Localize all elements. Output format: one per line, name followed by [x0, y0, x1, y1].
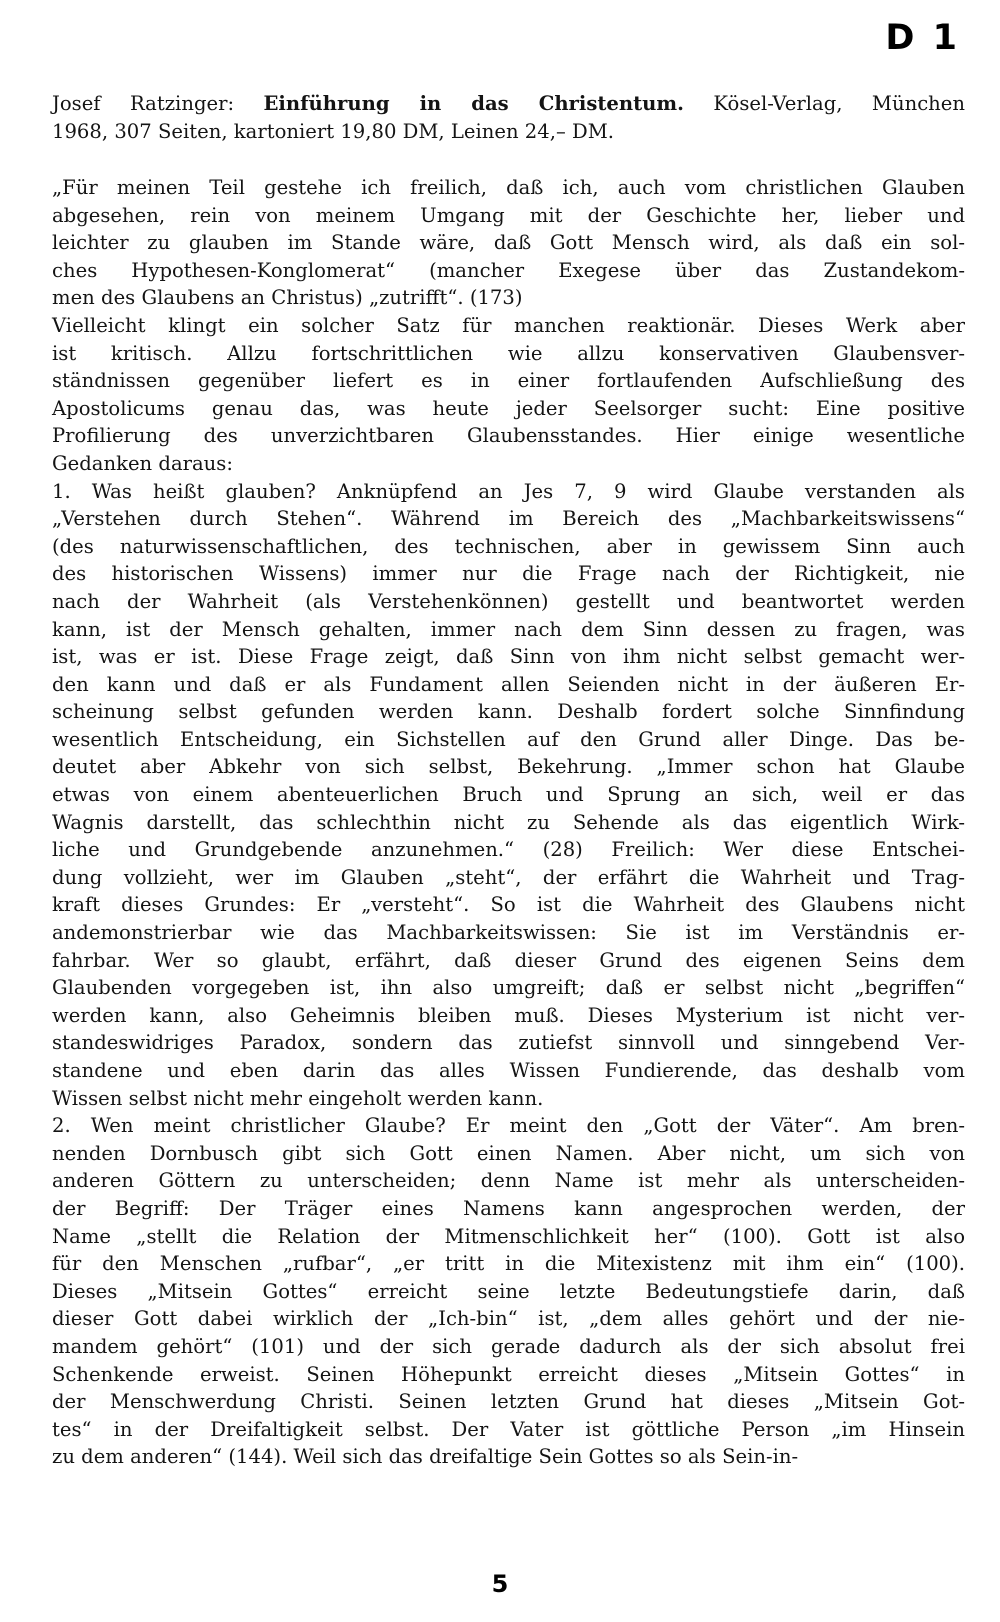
page-code: D 1 [885, 18, 960, 58]
text-line: ches Hypothesen-Konglomerat“ (mancher Exegese über das Zustandekom- [52, 258, 965, 282]
text-line: dung vollzieht, wer im Glauben „steht“, der erfährt die Wahrheit und Trag- [52, 865, 965, 889]
text-line: liche und Grundgebende anzunehmen.“ (28) Freilich: Wer diese Entschei- [52, 838, 965, 862]
text-line: fahrbar. Wer so glaubt, erfährt, daß dieser Grund des eigenen Seins dem [52, 948, 965, 972]
text-line: standene und eben darin das alles Wissen Fundierende, das deshalb vom [52, 1059, 965, 1082]
text-line: deutet aber Abkehr von sich selbst, Bekehrung. „Immer schon hat Glaube [52, 755, 965, 779]
book-publisher: Kösel-Verlag, München [683, 92, 965, 115]
text-line: werden kann, also Geheimnis bleiben muß. Dieses Mysterium ist nicht ver- [52, 1003, 965, 1027]
text-line: wesentlich Entscheidung, ein Sichstellen auf den Grund aller Dinge. Das be- [52, 727, 965, 751]
book-title: Einführung in das Christentum. [263, 92, 684, 115]
page-number: 5 [491, 1570, 509, 1598]
text-line: nach der Wahrheit (als Verstehenkönnen) gestellt und beantwortet werden [52, 589, 965, 613]
text-line: der Begriff: Der Träger eines Namens kann angesprochen werden, der [52, 1196, 965, 1220]
text-line: ist, was er ist. Diese Frage zeigt, daß Sinn von ihm nicht selbst gemacht wer- [52, 645, 965, 669]
bibliography-line [52, 90, 965, 118]
text-line: standeswidriges Paradox, sondern das zutiefst sinnvoll und sinngebend Ver- [52, 1031, 965, 1055]
text-line: „Verstehen durch Stehen“. Während im Bereich des „Machbarkeitswissens“ [52, 507, 965, 531]
text-line: Gedanken daraus: [52, 451, 233, 475]
text-line: mandem gehört“ (101) und der sich gerade dadurch als der sich absolut frei [52, 1334, 965, 1358]
text-line: des historischen Wissens) immer nur die Frage nach der Richtigkeit, nie [52, 562, 965, 586]
text-line: Profilierung des unverzichtbaren Glaubensstandes. Hier einige wesentliche [52, 424, 965, 448]
text-line: der Menschwerdung Christi. Seinen letzten Grund hat dieses „Mitsein Got- [52, 1390, 965, 1414]
text-line: tes“ in der Dreifaltigkeit selbst. Der Vater ist göttliche Person „im Hinsein [52, 1417, 965, 1441]
text-line: scheinung selbst gefunden werden kann. Deshalb fordert solche Sinnfindung [52, 700, 965, 724]
text-line: ständnissen gegenüber liefert es in einer fortlaufenden Aufschließung des [52, 369, 965, 393]
text-line: Name „stellt die Relation der Mitmenschlichkeit her“ (100). Gott ist also [52, 1224, 965, 1248]
text-line: Vielleicht klingt ein solcher Satz für manchen reaktionär. Dieses Werk aber [52, 313, 965, 337]
text-line: (des naturwissenschaftlichen, des technischen, aber in gewissem Sinn auch [52, 534, 965, 558]
text-line: dieser Gott dabei wirklich der „Ich-bin“ ist, „dem alles gehört und der nie- [52, 1307, 965, 1331]
bibliography [52, 90, 965, 145]
book-author: Josef Ratzinger: [52, 92, 264, 115]
text-line: „Für meinen Teil gestehe ich freilich, daß ich, auch vom christlichen Glauben [52, 176, 965, 199]
text-line: Dieses „Mitsein Gottes“ erreicht seine letzte Bedeutungstiefe darin, daß [52, 1279, 965, 1303]
text-line: kann, ist der Mensch gehalten, immer nach dem Sinn dessen zu fragen, was [52, 617, 965, 641]
text-line: 2. Wen meint christlicher Glaube? Er meint den „Gott der Väter“. Am bren- [52, 1114, 965, 1138]
text-line: Glaubenden vorgegeben ist, ihn also umgreift; daß er selbst nicht „begriffen“ [52, 976, 965, 1000]
text-line: ist kritisch. Allzu fortschrittlichen wie allzu konservativen Glaubensver- [52, 341, 965, 365]
text-line: Schenkende erweist. Seinen Höhepunkt erreicht dieses „Mitsein Gottes“ in [52, 1362, 965, 1386]
text-line: etwas von einem abenteuerlichen Bruch und Sprung an sich, weil er das [52, 783, 965, 807]
text-line: für den Menschen „rufbar“, „er tritt in die Mitexistenz mit ihm ein“ (100). [52, 1252, 965, 1276]
text-line: Wissen selbst nicht mehr eingeholt werden kann. [52, 1086, 544, 1110]
text-line: kraft dieses Grundes: Er „versteht“. So ist die Wahrheit des Glaubens nicht [52, 893, 965, 917]
text-line: anderen Göttern zu unterscheiden; denn Name ist mehr als unterscheiden- [52, 1169, 965, 1193]
text-line: men des Glaubens an Christus) „zutrifft“. (173) [52, 286, 523, 310]
text-line: 1. Was heißt glauben? Anknüpfend an Jes 7, 9 wird Glaube verstanden als [52, 479, 965, 503]
text-line: leichter zu glauben im Stande wäre, daß Gott Mensch wird, als daß ein sol- [52, 231, 965, 255]
text-line: nenden Dornbusch gibt sich Gott einen Namen. Aber nicht, um sich von [52, 1141, 965, 1165]
bibliography-line: 1968, 307 Seiten, kartoniert 19,80 DM, Leinen 24,– DM. [52, 119, 614, 143]
text-line: andemonstrierbar wie das Machbarkeitswissen: Sie ist im Verständnis er- [52, 921, 965, 945]
text-line: den kann und daß er als Fundament allen Seienden nicht in der äußeren Er- [52, 672, 965, 696]
text-line: zu dem anderen“ (144). Weil sich das dreifaltige Sein Gottes so als Sein-in- [52, 1445, 799, 1469]
text-line: abgesehen, rein von meinem Umgang mit der Geschichte her, lieber und [52, 203, 965, 227]
text-line: Wagnis darstellt, das schlechthin nicht zu Sehende als das eigentlich Wirk- [52, 810, 965, 834]
review-body [52, 174, 965, 1471]
text-line: Apostolicums genau das, was heute jeder Seelsorger sucht: Eine positive [52, 396, 965, 420]
